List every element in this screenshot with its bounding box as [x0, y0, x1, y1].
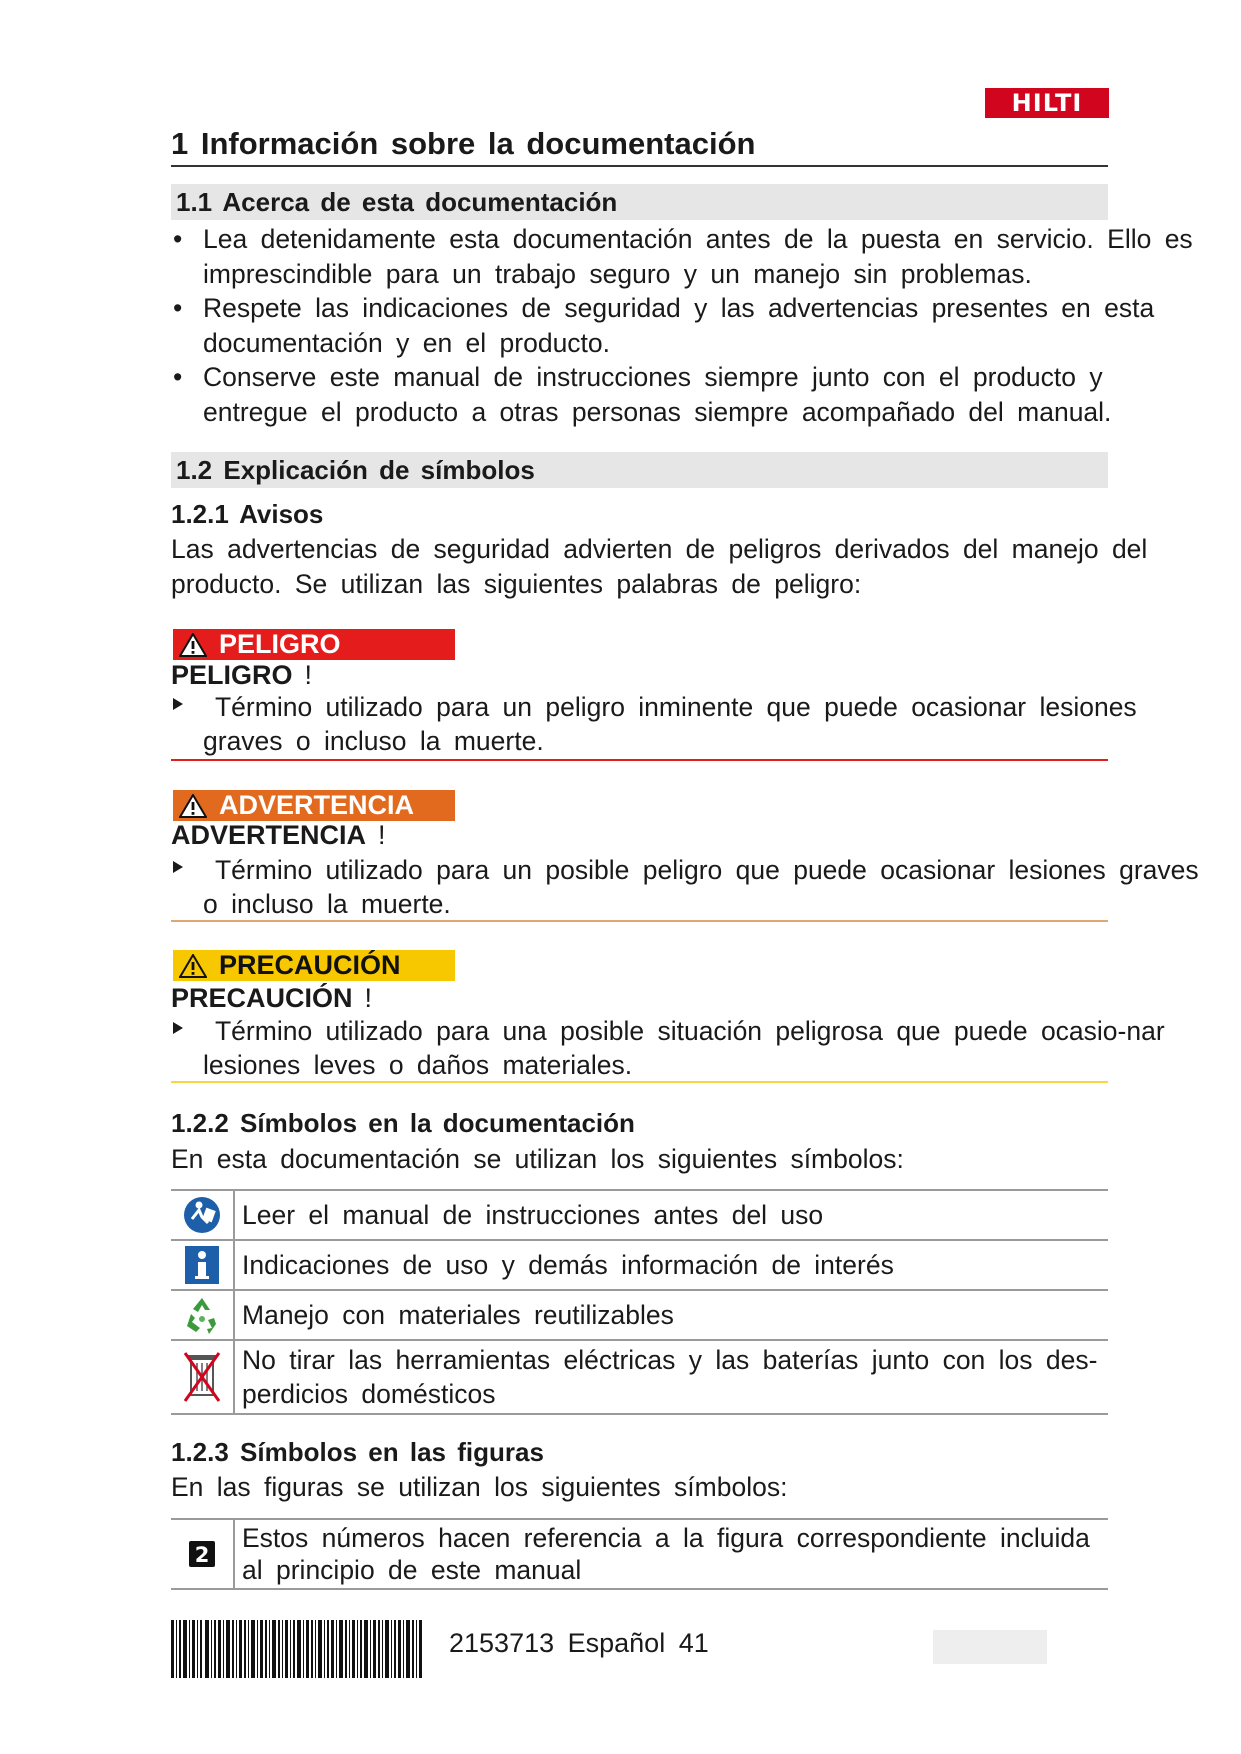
symbol-description: Estos números hacen referencia a la figura correspondiente incluida al principio de este manual: [234, 1519, 1108, 1589]
doc-symbols-table: [171, 1189, 1108, 1415]
warning-text: Término utilizado para un posible peligro que puede ocasionar lesiones graves o incluso la muerte.: [203, 855, 1199, 919]
caution-word: PRECAUCIÓN: [171, 983, 353, 1013]
caution-signal-word: [171, 981, 372, 1015]
danger-word: PELIGRO: [171, 660, 293, 690]
read-manual-icon: [182, 1195, 222, 1235]
danger-divider: [171, 759, 1108, 761]
footer-placeholder-box: [933, 1630, 1047, 1664]
warnings-intro: Las advertencias de seguridad advierten de peligros derivados del manejo del producto. Se utilizan las siguientes palabras de peligro:: [171, 534, 1148, 599]
crossed-bin-icon: [182, 1349, 222, 1405]
table-row: [171, 1340, 1108, 1414]
table-row: [171, 1190, 1108, 1240]
danger-description: [171, 690, 1201, 758]
section-1-2-2-title: 1.2.2 Símbolos en la documentación: [171, 1108, 635, 1138]
caution-mark: !: [364, 983, 373, 1013]
bullet-item: • Lea detenidamente esta documentación antes de la puesta en servicio. Ello es imprescindible para un trabajo seguro y un manejo sin problemas.: [171, 222, 1201, 291]
table-row: [171, 1290, 1108, 1340]
symbol-description: No tirar las herramientas eléctricas y las baterías junto con los des-perdicios domésticos: [234, 1340, 1108, 1414]
caution-label-text: PRECAUCIÓN: [219, 950, 401, 980]
danger-text: Término utilizado para un peligro inminente que puede ocasionar lesiones graves o incluso la muerte.: [203, 692, 1137, 756]
table-row: [171, 1519, 1108, 1589]
logo-text: HILTI: [1011, 89, 1083, 117]
caution-signal-label: [173, 950, 455, 981]
warning-word: ADVERTENCIA: [171, 820, 367, 850]
arrow-right-icon: [173, 1022, 183, 1034]
symbol-description: Manejo con materiales reutilizables: [234, 1290, 1108, 1340]
doc-symbols-intro: En esta documentación se utilizan los siguientes símbolos:: [171, 1144, 904, 1174]
danger-mark: !: [304, 660, 313, 690]
section-1-2-1-title: 1.2.1 Avisos: [171, 499, 324, 529]
symbol-cell: [171, 1519, 234, 1589]
warning-description: [171, 853, 1201, 921]
symbol-description: Indicaciones de uso y demás información de interés: [234, 1240, 1108, 1290]
recycle-icon: [181, 1294, 223, 1336]
danger-signal-word: [171, 658, 312, 692]
caution-description: [171, 1014, 1201, 1082]
arrow-right-icon: [173, 861, 183, 873]
documentation-bullets: [171, 222, 1201, 429]
warning-triangle-icon: [179, 794, 207, 818]
danger-signal-label: [173, 629, 455, 660]
symbol-cell: [171, 1190, 234, 1240]
symbol-description: Leer el manual de instrucciones antes del uso: [234, 1190, 1108, 1240]
caution-text: Término utilizado para una posible situación peligrosa que puede ocasio-nar lesiones leves o daños materiales.: [203, 1016, 1165, 1080]
bullet-item: • Conserve este manual de instrucciones siempre junto con el producto y entregue el producto a otras personas siempre acompañado del manual.: [171, 360, 1201, 429]
bullet-item: • Respete las indicaciones de seguridad y las advertencias presentes en esta documentación y en el producto.: [171, 291, 1201, 360]
section-1-1-header: [171, 184, 1108, 220]
figure-number-label: 2: [194, 1543, 210, 1567]
info-icon: [184, 1245, 220, 1285]
warning-label-text: ADVERTENCIA: [219, 790, 415, 820]
hilti-logo: [985, 88, 1109, 118]
caution-divider: [171, 1081, 1108, 1083]
warning-mark: !: [378, 820, 386, 850]
symbol-cell: [171, 1240, 234, 1290]
figure-symbols-table: [171, 1518, 1108, 1590]
figure-symbols-intro: En las figuras se utilizan los siguientes símbolos:: [171, 1472, 788, 1502]
arrow-right-icon: [173, 698, 183, 710]
title-rule: [171, 165, 1108, 167]
figure-number-icon: [189, 1541, 215, 1567]
table-row: [171, 1240, 1108, 1290]
warning-divider: [171, 920, 1108, 922]
barcode: [171, 1620, 425, 1678]
warning-signal-label: [173, 790, 455, 821]
warning-triangle-icon: [179, 954, 207, 978]
section-1-2-3-title: 1.2.3 Símbolos en las figuras: [171, 1437, 544, 1467]
section-1-2-title: 1.2 Explicación de símbolos: [176, 455, 535, 485]
symbol-cell: [171, 1340, 234, 1414]
danger-label-text: PELIGRO: [219, 629, 341, 659]
warning-triangle-icon: [179, 633, 207, 657]
section-1-2-header: [171, 452, 1108, 488]
section-1-title: 1 Información sobre la documentación: [171, 126, 756, 161]
symbol-cell: [171, 1290, 234, 1340]
section-1-1-title: 1.1 Acerca de esta documentación: [176, 187, 618, 217]
warning-signal-word: [171, 818, 386, 852]
footer-page-info: 2153713 Español 41: [449, 1628, 709, 1658]
